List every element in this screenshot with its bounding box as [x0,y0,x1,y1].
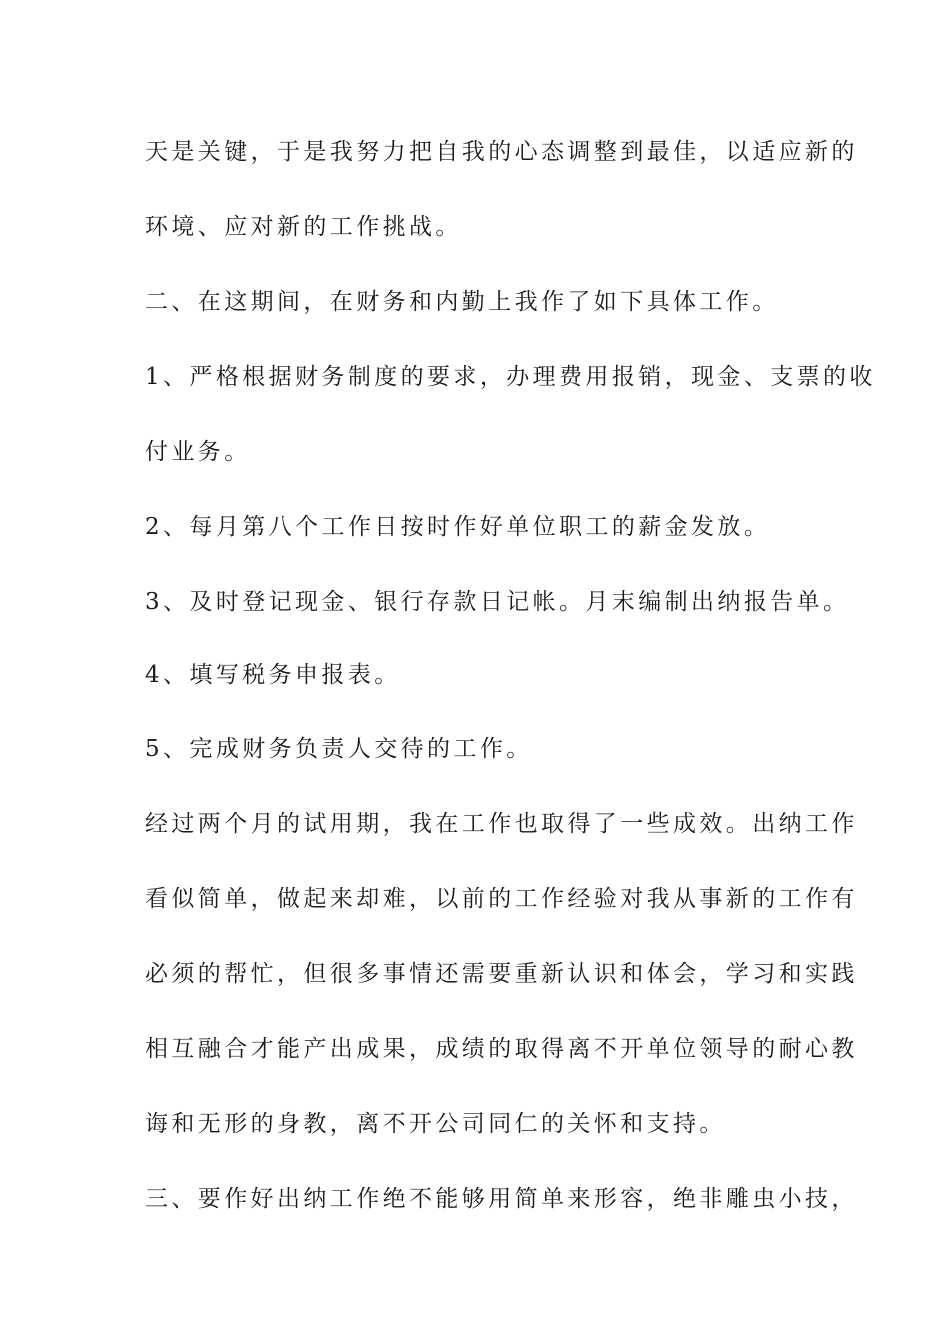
text-line: 4、填写税务申报表。 [145,662,401,688]
text-line: 必须的帮忙，但很多事情还需要重新认识和体会，学习和实践 [145,961,858,987]
text-line: 看似简单，做起来却难，以前的工作经验对我从事新的工作有 [145,886,858,912]
text-line: 经过两个月的试用期，我在工作也取得了一些成效。出纳工作 [145,811,858,837]
text-line: 环境、应对新的工作挑战。 [145,214,462,240]
text-line: 三、要作好出纳工作绝不能够用简单来形容，绝非雕虫小技， [145,1186,858,1212]
text-line: 付业务。 [145,439,251,465]
text-line: 1、严格根据财务制度的要求，办理费用报销，现金、支票的收 [145,364,876,390]
text-line: 相互融合才能产出成果，成绩的取得离不开单位领导的耐心教 [145,1036,858,1062]
text-line: 天是关键，于是我努力把自我的心态调整到最佳，以适应新的 [145,139,858,165]
text-line: 2、每月第八个工作日按时作好单位职工的薪金发放。 [145,514,771,540]
text-line: 3、及时登记现金、银行存款日记帐。月末编制出纳报告单。 [145,589,850,615]
text-line: 二、在这期间，在财务和内勤上我作了如下具体工作。 [145,289,779,315]
text-line: 诲和无形的身教，离不开公司同仁的关怀和支持。 [145,1111,726,1137]
text-line: 5、完成财务负责人交待的工作。 [145,736,533,762]
